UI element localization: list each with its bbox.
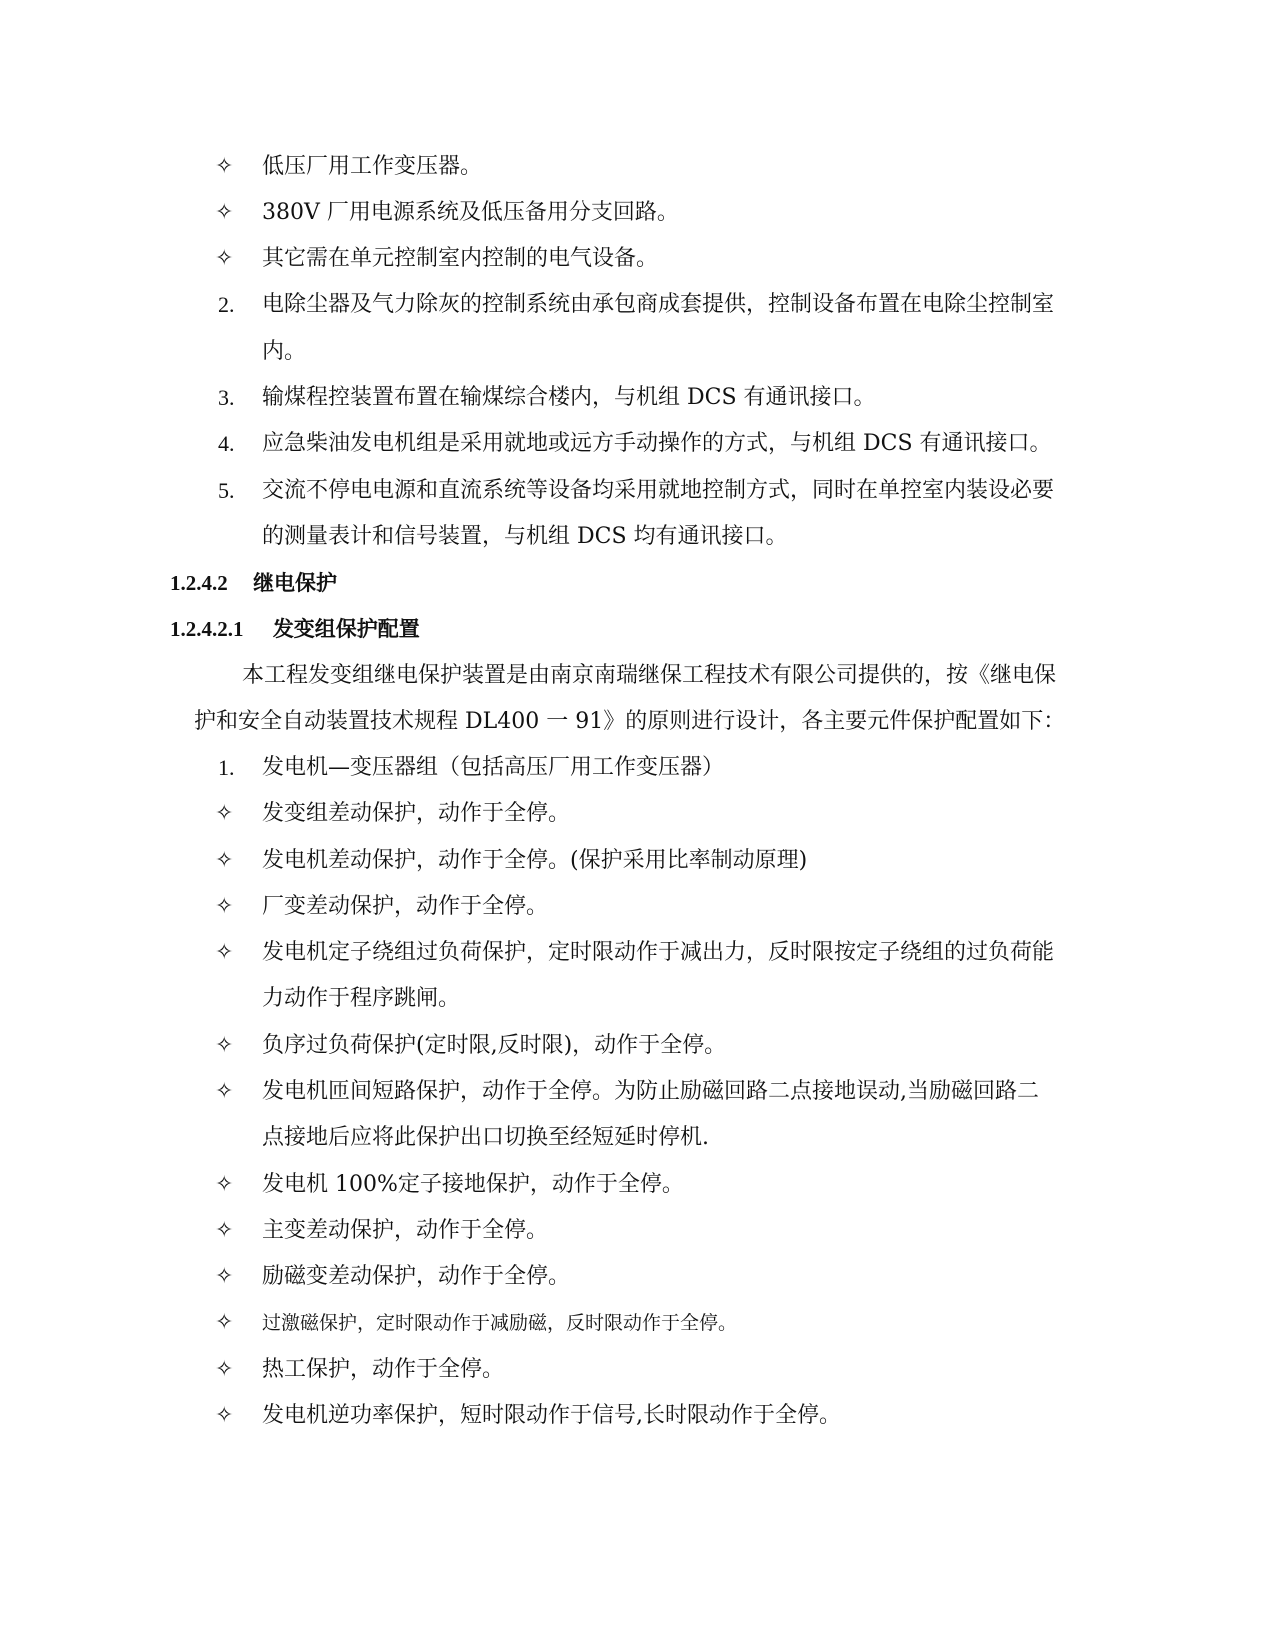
list-item-text: 的测量表计和信号装置，与机组 DCS 均有通讯接口。 (262, 524, 788, 549)
diamond-bullet-icon: ✧ (215, 1079, 234, 1104)
diamond-bullet-icon: ✧ (215, 246, 234, 271)
paragraph-line: 护和安全自动装置技术规程 DL400 一 91》的原则进行设计，各主要元件保护配置如下： (194, 709, 1066, 734)
section-title: 继电保护 (253, 570, 338, 595)
diamond-bullet-icon: ✧ (215, 1264, 234, 1289)
list-number: 5. (218, 478, 235, 503)
list-item-text: 厂变差动保护，动作于全停。 (262, 894, 549, 919)
list-item-text: 内。 (262, 339, 307, 364)
diamond-bullet-icon: ✧ (215, 1357, 234, 1382)
list-item-text: 低压厂用工作变压器。 (262, 154, 483, 179)
list-item-text: 发电机定子绕组过负荷保护，定时限动作于减出力，反时限按定子绕组的过负荷能 (262, 940, 1055, 965)
diamond-bullet-icon: ✧ (215, 848, 234, 873)
list-item-text: 发电机—变压器组（包括高压厂用工作变压器） (262, 755, 725, 780)
list-item-text: 发变组差动保护，动作于全停。 (262, 801, 571, 826)
list-number: 4. (218, 431, 235, 456)
list-item-text: 点接地后应将此保护出口切换至经短延时停机. (262, 1125, 709, 1150)
list-item-text: 负序过负荷保护(定时限,反时限)，动作于全停。 (262, 1033, 727, 1058)
diamond-bullet-icon: ✧ (215, 200, 234, 225)
list-item-text: 发电机差动保护，动作于全停。(保护采用比率制动原理) (262, 848, 808, 873)
list-item-text: 励磁变差动保护，动作于全停。 (262, 1264, 571, 1289)
list-item-text: 电除尘器及气力除灰的控制系统由承包商成套提供，控制设备布置在电除尘控制室 (262, 292, 1055, 317)
list-item-text: 热工保护，动作于全停。 (262, 1357, 505, 1382)
subsection-heading (170, 614, 420, 644)
list-number: 2. (218, 292, 235, 317)
diamond-bullet-icon: ✧ (215, 1403, 234, 1428)
list-item-text: 交流不停电电源和直流系统等设备均采用就地控制方式，同时在单控室内装设必要 (262, 478, 1055, 503)
list-item-text: 力动作于程序跳闸。 (262, 986, 461, 1011)
list-number: 3. (218, 385, 235, 410)
paragraph-line: 本工程发变组继电保护装置是由南京南瑞继保工程技术有限公司提供的，按《继电保 (242, 663, 1057, 688)
list-item-text: 应急柴油发电机组是采用就地或远方手动操作的方式，与机组 DCS 有通讯接口。 (262, 431, 1052, 456)
diamond-bullet-icon: ✧ (215, 894, 234, 919)
list-item-text: 发电机逆功率保护，短时限动作于信号,长时限动作于全停。 (262, 1403, 841, 1428)
list-item-text: 380V 厂用电源系统及低压备用分支回路。 (262, 200, 679, 225)
diamond-bullet-icon: ✧ (215, 1172, 234, 1197)
list-item-text: 输煤程控装置布置在输煤综合楼内，与机组 DCS 有通讯接口。 (262, 385, 876, 410)
list-item-text: 发电机匝间短路保护，动作于全停。为防止励磁回路二点接地误动,当励磁回路二 (262, 1079, 1039, 1104)
list-item-text: 过激磁保护，定时限动作于减励磁，反时限动作于全停。 (262, 1312, 738, 1334)
section-title: 发变组保护配置 (272, 616, 420, 641)
diamond-bullet-icon: ✧ (215, 1218, 234, 1243)
section-number: 1.2.4.2.1 (170, 617, 244, 641)
list-item-text: 其它需在单元控制室内控制的电气设备。 (262, 246, 659, 271)
diamond-bullet-icon: ✧ (215, 1310, 234, 1335)
diamond-bullet-icon: ✧ (215, 940, 234, 965)
diamond-bullet-icon: ✧ (215, 801, 234, 826)
diamond-bullet-icon: ✧ (215, 154, 234, 179)
section-heading (170, 568, 337, 598)
section-number: 1.2.4.2 (170, 571, 228, 595)
list-item-text: 主变差动保护，动作于全停。 (262, 1218, 549, 1243)
diamond-bullet-icon: ✧ (215, 1033, 234, 1058)
list-item-text: 发电机 100%定子接地保护，动作于全停。 (262, 1172, 684, 1197)
list-number: 1. (218, 755, 235, 780)
